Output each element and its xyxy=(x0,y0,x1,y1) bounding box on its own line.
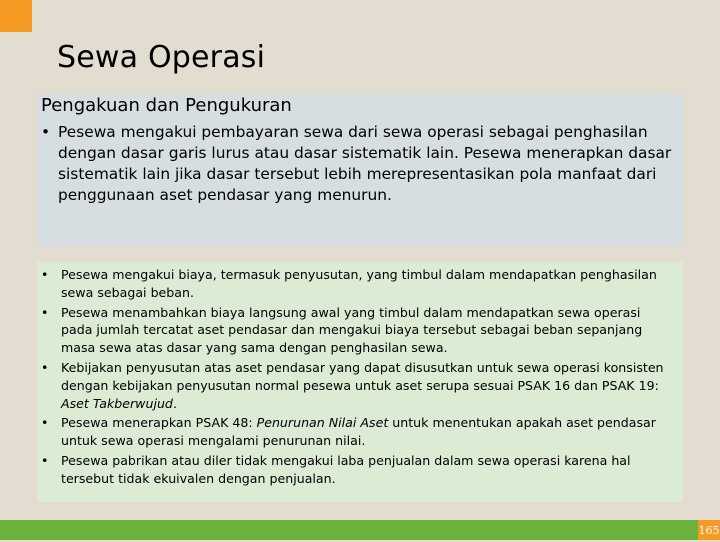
list-item xyxy=(41,359,675,412)
list-item xyxy=(41,414,675,450)
bullet-marker: • xyxy=(41,415,49,431)
list-item-text: Pesewa menambahkan biaya langsung awal yang timbul dalam mendapatkan sewa operasi pada jumlah tercatat aset pendasar dan mengakui biaya tersebut sebagai beban sepanjang masa sewa atas dasar yang sama dengan penghasilan sewa. xyxy=(61,304,643,356)
list-item-text: Pesewa mengakui biaya, termasuk penyusutan, yang timbul dalam mendapatkan penghasilan sewa sebagai beban. xyxy=(61,267,657,300)
footer-bar xyxy=(0,520,720,540)
section-bullet xyxy=(41,122,677,206)
list-item-text: Pesewa menerapkan PSAK 48: Penurunan Nilai Aset untuk menentukan apakah aset pendasar untuk sewa operasi mengalami penurunan nilai. xyxy=(61,415,656,449)
details-list xyxy=(41,266,675,488)
section-bullet-text: Pesewa mengakui pembayaran sewa dari sewa operasi sebagai penghasilan dengan dasar garis lurus atau dasar sistematik lain. Pesewa menerapkan dasar sistematik lain jika dasar tersebut lebih merepresentasikan pola manfaat dari penggunaan aset pendasar yang menurun. xyxy=(58,123,672,204)
page-number: 165 xyxy=(698,520,720,540)
bullet-marker: • xyxy=(41,123,51,141)
list-item xyxy=(41,452,675,488)
bullet-marker: • xyxy=(41,452,49,468)
list-item xyxy=(41,304,675,357)
recognition-section xyxy=(37,93,683,245)
section-heading: Pengakuan dan Pengukuran xyxy=(41,95,292,116)
corner-accent xyxy=(0,0,32,32)
bullet-marker: • xyxy=(41,267,49,282)
bullet-marker: • xyxy=(41,359,49,375)
details-section xyxy=(37,262,683,502)
bullet-marker: • xyxy=(41,304,49,320)
slide-title: Sewa Operasi xyxy=(57,40,266,75)
list-item xyxy=(41,266,675,302)
italic-term: Aset Takberwujud xyxy=(61,395,173,411)
list-item-text: Kebijakan penyusutan atas aset pendasar yang dapat disusutkan untuk sewa operasi konsisten dengan kebijakan penyusutan normal pesewa untuk aset serupa sesuai PSAK 16 dan PSAK 19: Aset Takberwujud. xyxy=(61,359,664,411)
list-item-text: Pesewa pabrikan atau diler tidak mengakui laba penjualan dalam sewa operasi karena hal tersebut tidak ekuivalen dengan penjualan. xyxy=(61,452,631,486)
italic-term: Penurunan Nilai Aset xyxy=(256,415,389,431)
